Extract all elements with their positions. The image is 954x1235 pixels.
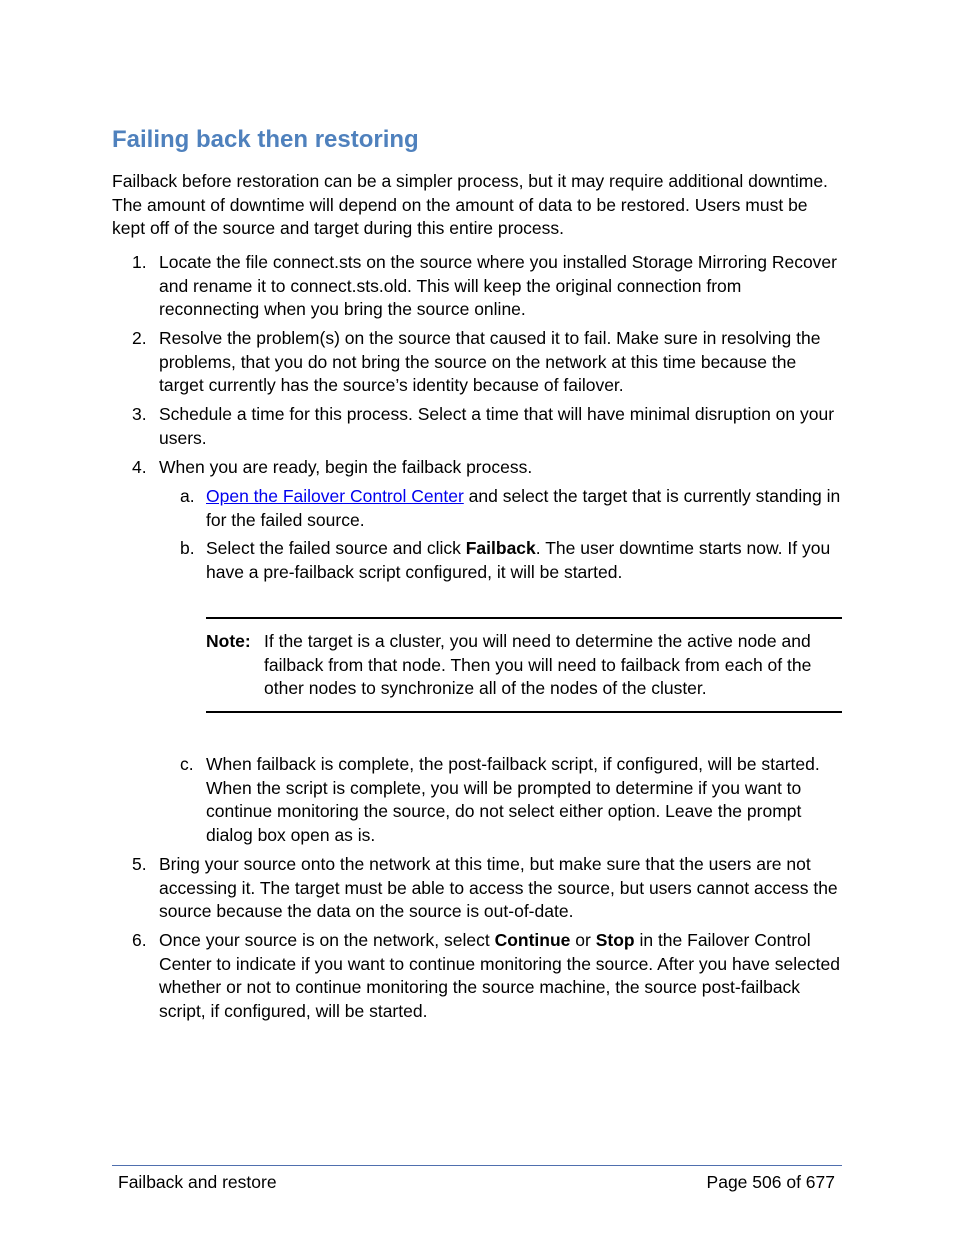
- stop-label: Stop: [595, 930, 635, 950]
- note-top-rule: [206, 617, 842, 619]
- sub-list-item: [180, 485, 842, 532]
- list-item: [132, 456, 844, 480]
- step-text: or: [570, 930, 596, 950]
- substep-letter: c.: [180, 754, 194, 774]
- substep-letter: a.: [180, 486, 195, 506]
- note-text: If the target is a cluster, you will need to determine the active node and failback from that node. Then you will need to failback from each of the other nodes to synchronize all of the nodes of the cluster.: [264, 631, 812, 698]
- step-text: Resolve the problem(s) on the source that caused it to fail. Make sure in resolving the problems, that you do not bring the source on the network at this time because the target currently has the source’s identity because of failover.: [159, 328, 821, 395]
- step-text: Schedule a time for this process. Select a time that will have minimal disruption on your users.: [159, 404, 835, 448]
- page-title: Failing back then restoring: [112, 126, 419, 153]
- list-item: [132, 853, 844, 924]
- substep-text: Select the failed source and click: [206, 538, 466, 558]
- footer-section-title: Failback and restore: [118, 1172, 277, 1192]
- footer-divider: [112, 1165, 842, 1166]
- intro-paragraph: Failback before restoration can be a simpler process, but it may require additional downtime. The amount of downtime will depend on the amount of data to be restored. Users must be kept off of the source and target during this entire process.: [112, 171, 828, 238]
- step-number: 3.: [132, 404, 147, 424]
- footer-page-number: Page 506 of 677: [706, 1172, 835, 1192]
- step-number: 2.: [132, 328, 147, 348]
- substep-letter: b.: [180, 538, 195, 558]
- step-number: 5.: [132, 854, 147, 874]
- step-text: Locate the file connect.sts on the source where you installed Storage Mirroring Recover and rename it to connect.sts.old. This will keep the original connection from reconnecting when you bring the source online.: [159, 252, 837, 319]
- step-text: Bring your source onto the network at this time, but make sure that the users are not accessing it. The target must be able to access the source, but users cannot access the source because the data on the source is out-of-date.: [159, 854, 838, 921]
- note-label: Note:: [206, 631, 251, 651]
- list-item: [132, 327, 844, 398]
- step-number: 6.: [132, 930, 147, 950]
- continue-label: Continue: [494, 930, 571, 950]
- substep-text: and select the target that is currently standing in for the failed source.: [206, 486, 841, 530]
- note-box: [206, 630, 846, 701]
- list-item: [132, 403, 844, 450]
- substep-text: When failback is complete, the post-failback script, if configured, will be started. When the script is complete, you will be prompted to determine if you want to continue monitoring the source, do not select either option. Leave the prompt dialog box open as is.: [206, 754, 820, 845]
- failback-label: Failback: [465, 538, 536, 558]
- list-item: [132, 251, 844, 322]
- sub-list-item: [180, 537, 842, 584]
- step-number: 1.: [132, 252, 147, 272]
- open-failover-control-center-link[interactable]: Open the Failover Control Center: [206, 486, 464, 506]
- step-text: When you are ready, begin the failback process.: [159, 457, 533, 477]
- note-bottom-rule: [206, 711, 842, 713]
- step-number: 4.: [132, 457, 147, 477]
- step-text: in the Failover Control Center to indicate if you want to continue monitoring the source. After you have selected whether or not to continue monitoring the source machine, the source post-failback script, if configured, will be started.: [159, 930, 840, 1021]
- step-text: Once your source is on the network, select: [159, 930, 495, 950]
- substep-text: . The user downtime starts now. If you have a pre-failback script configured, it will be started.: [206, 538, 831, 582]
- list-item: [132, 929, 844, 1023]
- sub-list-item: [180, 753, 842, 847]
